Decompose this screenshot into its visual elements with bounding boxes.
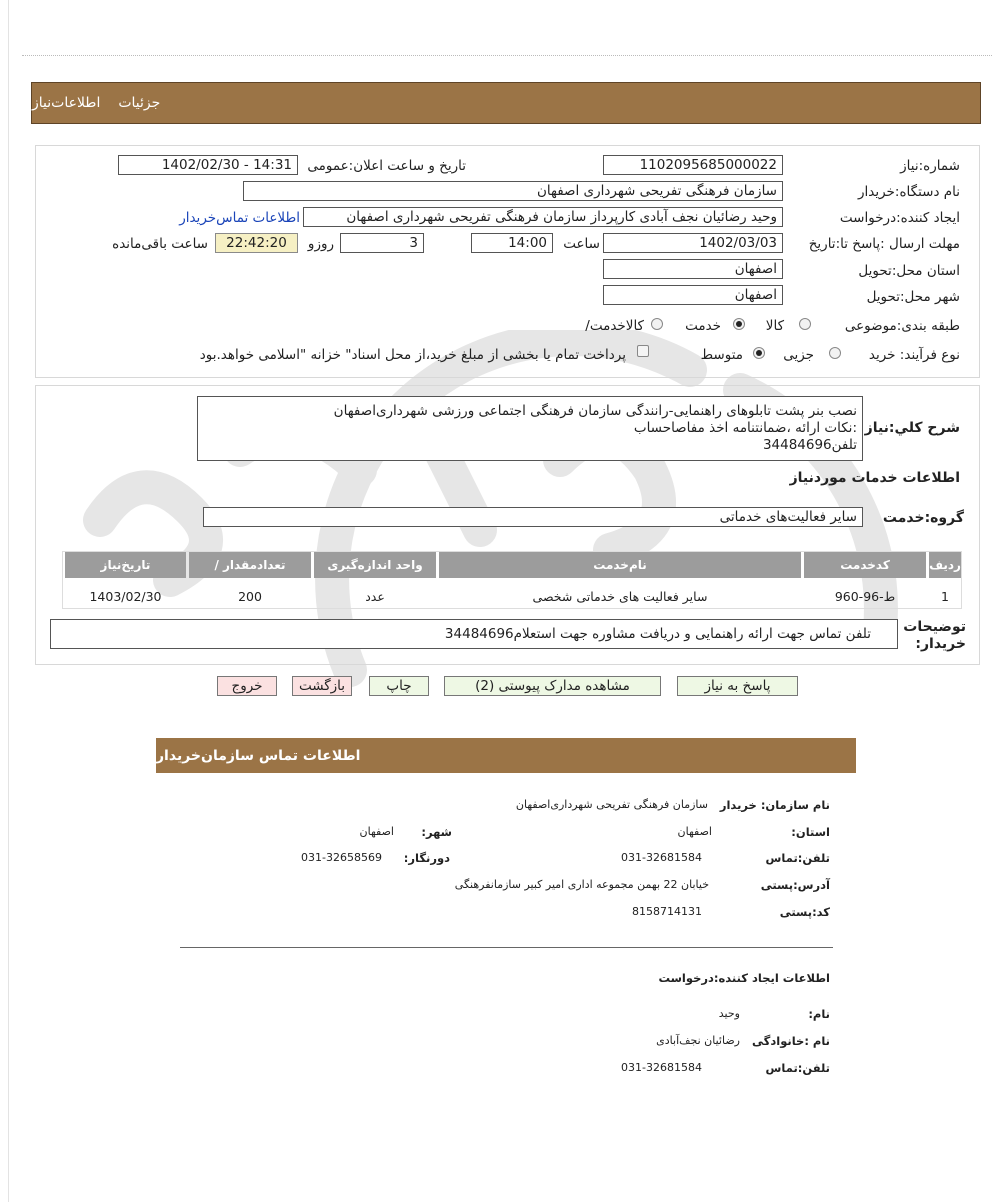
description-line: تلفن34484696 bbox=[762, 437, 857, 453]
treasury-payment-checkbox[interactable] bbox=[637, 345, 649, 357]
table-cell-quantity: 200 bbox=[238, 589, 262, 604]
services-table bbox=[62, 551, 962, 609]
requester-family-label: نام :خانوادگی bbox=[752, 1034, 830, 1048]
table-header-service-code: کدخدمت bbox=[804, 552, 926, 578]
requester-phone-label: تلفن:تماس bbox=[765, 1061, 830, 1075]
days-label: روزو bbox=[307, 236, 334, 252]
process-option-medium: متوسط bbox=[700, 347, 743, 363]
buyer-contact-bar: اطلاعات تماس سازمان‌خریدار bbox=[156, 738, 856, 773]
table-cell-service-name: سایر فعالیت های خدماتی شخصی bbox=[532, 589, 708, 604]
category-radio-service[interactable] bbox=[733, 318, 745, 330]
contact-province-value: اصفهان bbox=[677, 825, 712, 838]
need-number-field: 1102095685000022 bbox=[603, 155, 783, 175]
contact-postal-label: کد:پستی bbox=[779, 905, 830, 919]
table-cell-unit: عدد bbox=[365, 589, 385, 604]
buyer-notes-label-line: :خریدار bbox=[915, 636, 966, 652]
category-label: طبقه بندی:موضوعی bbox=[844, 318, 960, 334]
requester-phone-value: 031-32681584 bbox=[621, 1061, 702, 1074]
remaining-time-counter: 22:42:20 bbox=[215, 233, 298, 253]
reply-button[interactable]: پاسخ به نیاز bbox=[677, 676, 798, 696]
requester-name-label: :نام bbox=[808, 1007, 830, 1021]
contact-postal-value: 8158714131 bbox=[632, 905, 702, 918]
contact-divider bbox=[180, 947, 833, 948]
process-radio-minor[interactable] bbox=[829, 347, 841, 359]
table-header-quantity: / تعدادمقدار bbox=[189, 552, 311, 578]
buyer-notes-label bbox=[903, 619, 966, 653]
category-option-goods-service: /کالاخدمت bbox=[585, 318, 644, 334]
city-label: شهر محل:تحویل bbox=[866, 289, 960, 305]
deadline-time-field: 14:00 bbox=[471, 233, 553, 253]
buyer-contact-link[interactable]: اطلاعات تماس‌خریدار bbox=[179, 210, 300, 226]
treasury-payment-note: پرداخت تمام یا بخشی از مبلغ خرید،از محل اسناد" خزانه "اسلامی خواهد.بود bbox=[199, 347, 626, 363]
contact-province-label: :استان bbox=[791, 825, 830, 839]
contact-org-value: سازمان فرهنگی تفریحی شهرداری‌اصفهان bbox=[515, 798, 708, 811]
deadline-time-label: ساعت bbox=[563, 236, 600, 252]
contact-city-label: :شهر bbox=[421, 825, 452, 839]
deadline-label: مهلت ارسال :پاسخ تا:تاریخ bbox=[808, 236, 960, 252]
contact-phone-label: تلفن:تماس bbox=[765, 851, 830, 865]
creator-field: وحید رضائیان نجف آبادی کارپرداز سازمان فرهنگی تفریحی شهرداری اصفهان bbox=[303, 207, 783, 227]
top-divider bbox=[22, 55, 992, 56]
creator-label: ایجاد کننده:درخواست bbox=[839, 210, 960, 226]
buyer-notes-label-line: توضیحات bbox=[903, 619, 966, 635]
description-line: نصب بنر پشت تابلوهای راهنمایی-رانندگی سازمان فرهنگی اجتماعی ورزشی شهرداری‌اصفهان bbox=[333, 403, 857, 419]
contact-org-label: نام سازمان: خریدار bbox=[719, 798, 830, 812]
contact-fax-label: :دورنگار bbox=[403, 851, 450, 865]
tab-details[interactable]: جزئیات bbox=[118, 95, 161, 111]
requester-name-value: وحید bbox=[718, 1007, 740, 1020]
category-radio-goods-service[interactable] bbox=[651, 318, 663, 330]
print-button[interactable]: چاپ bbox=[369, 676, 429, 696]
contact-city-value: اصفهان bbox=[359, 825, 394, 838]
remaining-time-label: ساعت باقی‌مانده bbox=[112, 236, 208, 252]
buyer-org-label: نام دستگاه:خریدار bbox=[857, 184, 960, 200]
exit-button[interactable]: خروج bbox=[217, 676, 277, 696]
table-header-service-name: نام‌خدمت bbox=[439, 552, 801, 578]
description-box bbox=[197, 396, 863, 461]
requester-family-value: رضائیان نجف‌آبادی bbox=[656, 1034, 740, 1047]
contact-address-value: خیابان 22 بهمن مجموعه اداری امیر کبیر سازمانفرهنگی bbox=[454, 878, 709, 891]
contact-phone-value: 031-32681584 bbox=[621, 851, 702, 864]
contact-address-label: آدرس:پستی bbox=[760, 878, 830, 892]
table-cell-need-date: 1403/02/30 bbox=[89, 589, 162, 604]
contact-fax-value: 031-32658569 bbox=[301, 851, 382, 864]
city-field: اصفهان bbox=[603, 285, 783, 305]
province-label: استان محل:تحویل bbox=[858, 263, 960, 279]
need-number-label: شماره:نیاز bbox=[900, 158, 960, 174]
description-line: :نکات ارائه ،ضمانتنامه اخذ مفاصاحساب bbox=[633, 420, 857, 436]
page-left-border bbox=[8, 0, 9, 1202]
table-header-unit: واحد اندازه‌گیری bbox=[314, 552, 436, 578]
attachments-button[interactable]: مشاهده مدارک پیوستی (2) bbox=[444, 676, 661, 696]
services-title: اطلاعات خدمات موردنیاز bbox=[789, 470, 960, 486]
service-group-label: گروه:خدمت bbox=[882, 510, 964, 526]
table-cell-row-number: 1 bbox=[941, 589, 949, 604]
details-header-bar bbox=[31, 82, 981, 124]
days-field: 3 bbox=[340, 233, 424, 253]
category-option-service: خدمت bbox=[685, 318, 721, 334]
process-option-minor: جزیی bbox=[783, 347, 814, 363]
need-info-panel bbox=[35, 145, 980, 378]
back-button[interactable]: بازگشت bbox=[292, 676, 352, 696]
service-group-field: سایر فعالیت‌های خدماتی bbox=[203, 507, 863, 527]
announce-date-field: 1402/02/30 - 14:31 bbox=[118, 155, 298, 175]
description-label: شرح کلي:نیاز bbox=[864, 420, 960, 436]
province-field: اصفهان bbox=[603, 259, 783, 279]
requester-title: اطلاعات ایجاد کننده:درخواست bbox=[658, 971, 830, 985]
category-radio-goods[interactable] bbox=[799, 318, 811, 330]
tab-need-info[interactable]: اطلاعات‌نیاز bbox=[32, 95, 101, 111]
buyer-notes-box: تلفن تماس جهت ارائه راهنمایی و دریافت مشاوره جهت استعلام34484696 bbox=[50, 619, 898, 649]
process-radio-medium[interactable] bbox=[753, 347, 765, 359]
category-option-goods: کالا bbox=[765, 318, 784, 334]
table-cell-service-code: ط-96-960 bbox=[834, 589, 896, 604]
buyer-org-field: سازمان فرهنگی تفریحی شهرداری اصفهان bbox=[243, 181, 783, 201]
process-label: نوع فرآیند: خرید bbox=[868, 347, 960, 363]
announce-date-label: تاریخ و ساعت اعلان:عمومی bbox=[307, 158, 466, 174]
table-header-row-number: ردیف bbox=[929, 552, 961, 578]
table-header-need-date: تاریخ‌نیاز bbox=[65, 552, 186, 578]
deadline-date-field: 1402/03/03 bbox=[603, 233, 783, 253]
